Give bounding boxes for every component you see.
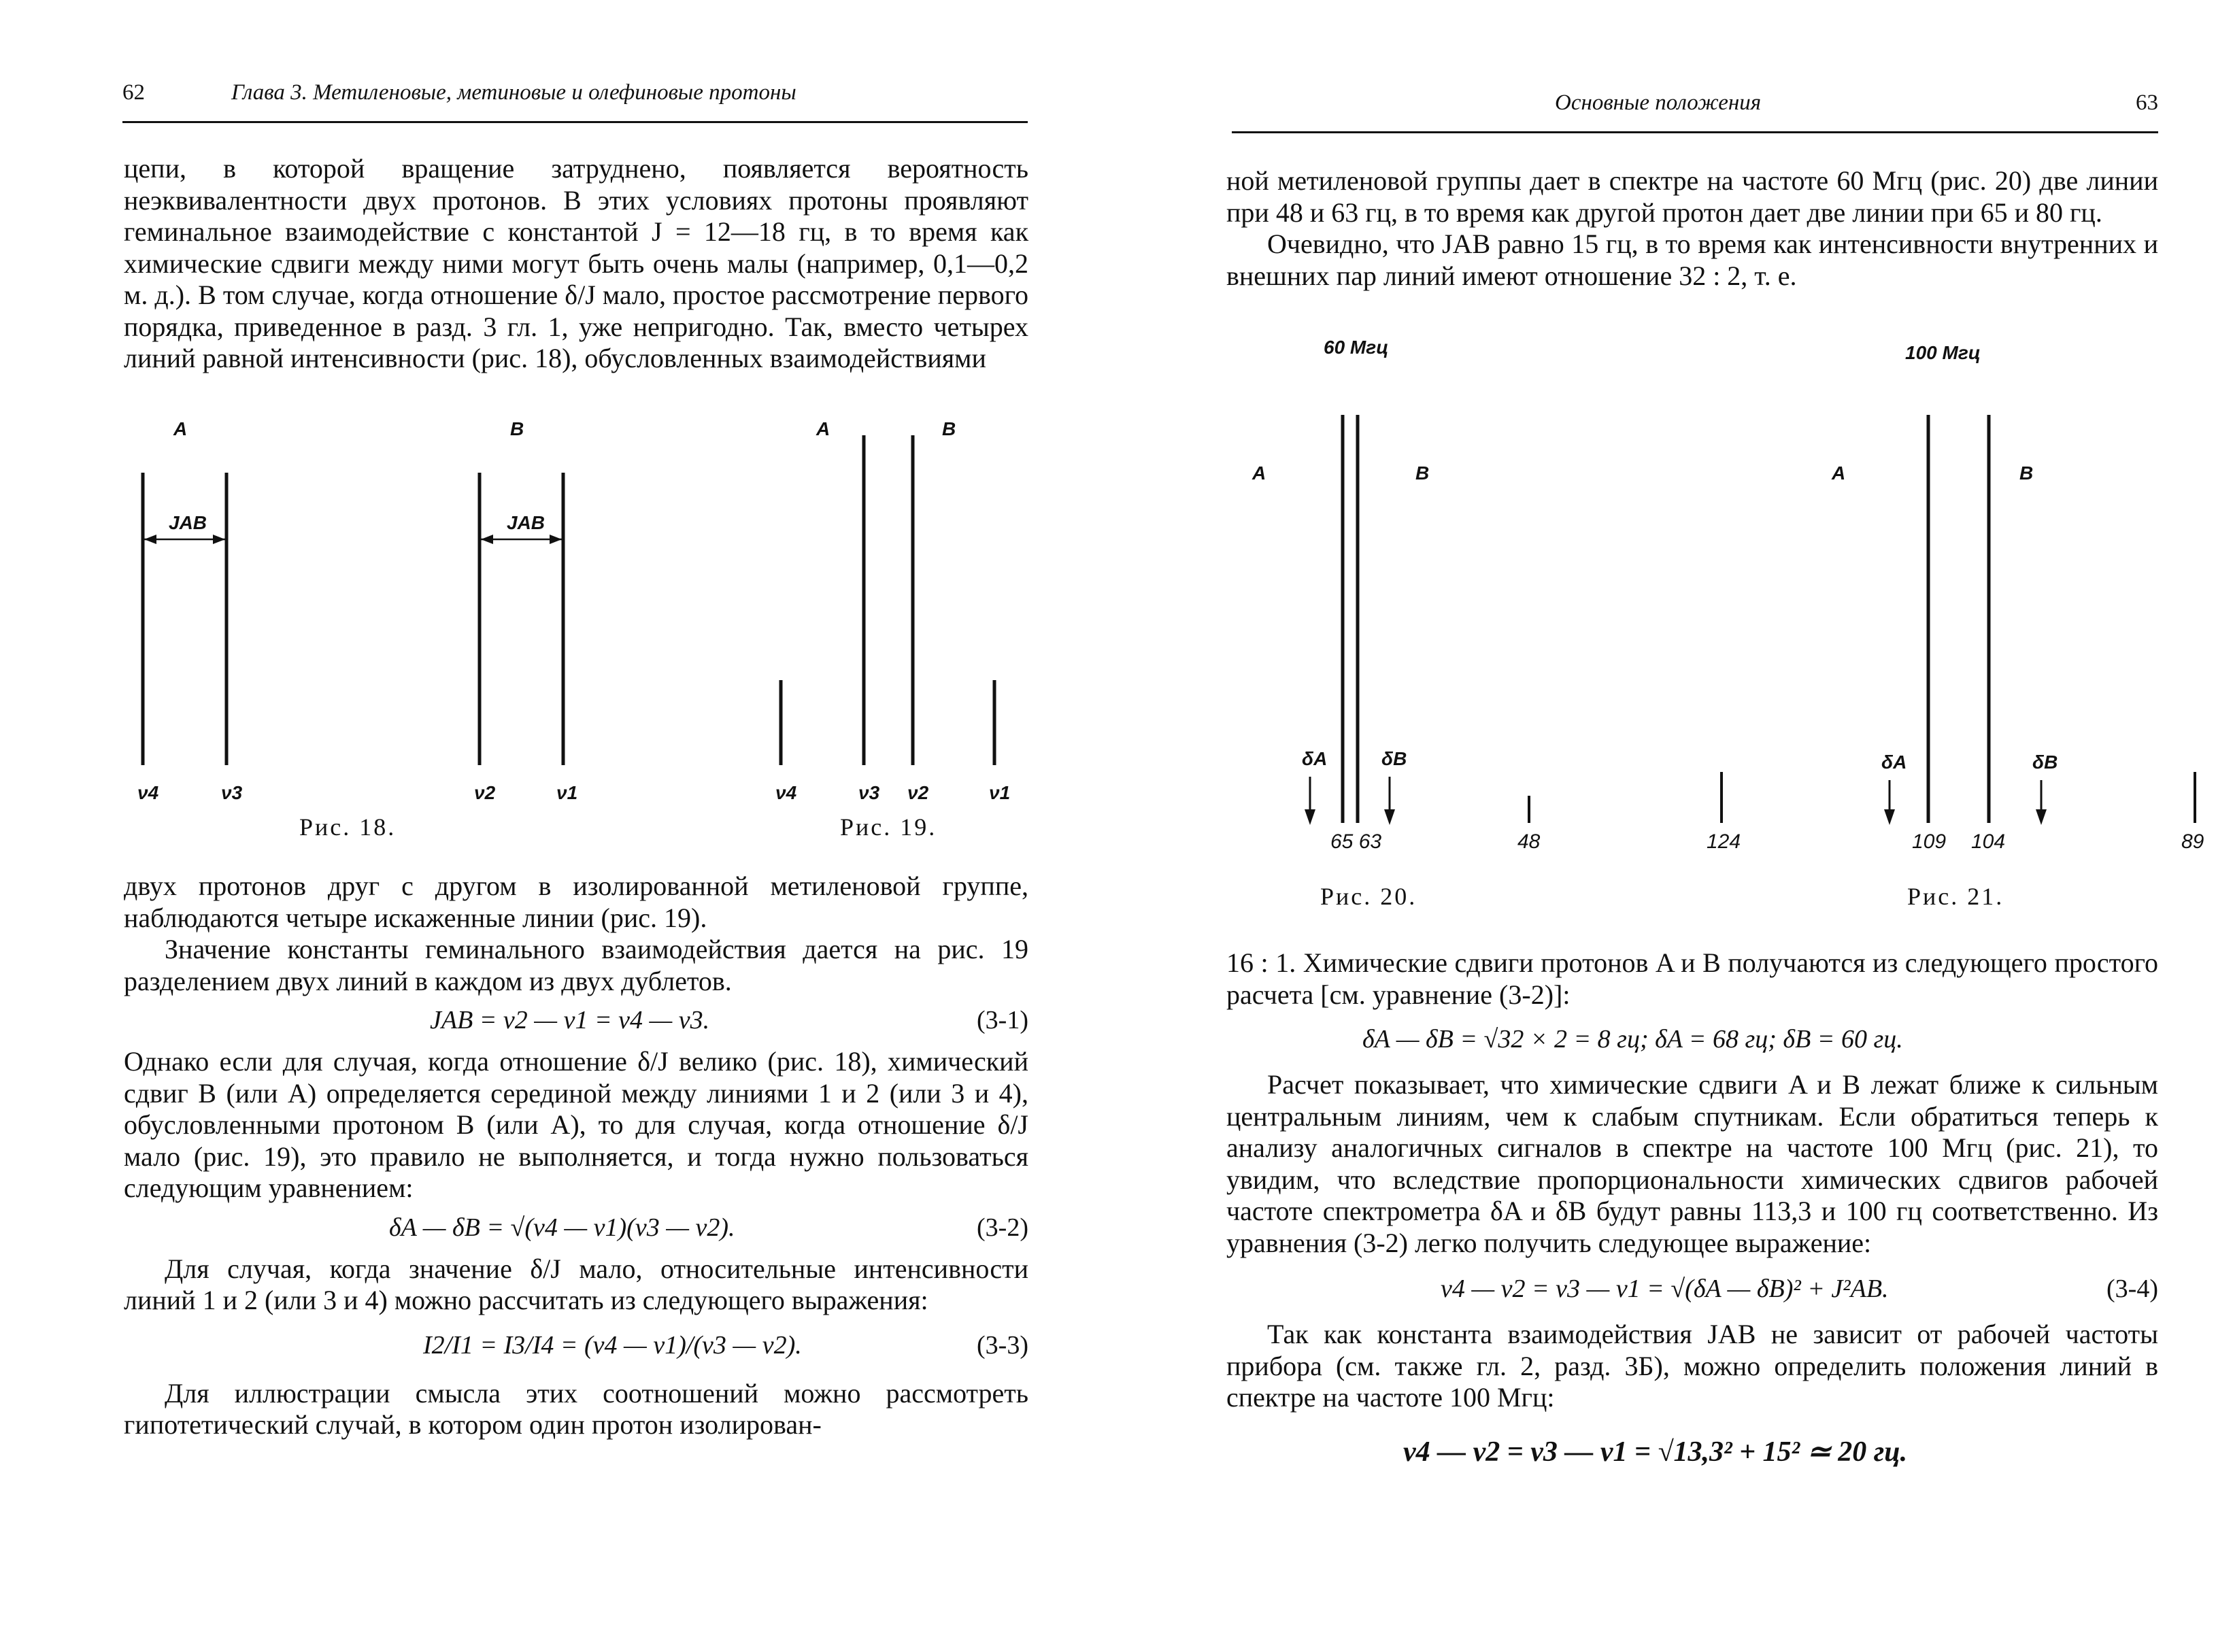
paragraph: Очевидно, что JAB равно 15 гц, в то время как интенсивности внутренних и внешних пар линий имеют отношение 32 : 2, т. е.: [1226, 229, 2158, 291]
right-page-number: 63: [2136, 90, 2158, 115]
fig18-coupling-label-left: JAB: [169, 512, 207, 533]
fig18-arrowhead: [144, 535, 156, 544]
paragraph: Значение константы геминального взаимодействия дается на рис. 19 разделением двух линий в каждом из двух дублетов.: [124, 934, 1028, 996]
equation-text: ν4 — ν2 = ν3 — ν1 = √(δA — δB)² + J²AB.: [1441, 1275, 1889, 1303]
fig18-arrowhead: [481, 535, 493, 544]
equation-text: ν4 — ν2 = ν3 — ν1 = √13,3² + 15² ≃ 20 гц.: [1403, 1436, 1908, 1468]
paragraph: Расчет показывает, что химические сдвиги A и B лежат ближе к сильным центральным линиям, чем к слабым спутникам. Если обратиться теперь к анализу аналогичных сигналов в спектре на частоте 100 Мгц (рис. 21), то увидим, что вследствие пропорциональности химических сдвигов рабочей частоте спектрометра δA и δB будут равны 113,3 и 100 гц соответственно. Из уравнения (3-2) легко получить следующее выражение:: [1226, 1069, 2158, 1258]
fig18-label-v3: ν3: [221, 782, 243, 803]
paragraph: 16 : 1. Химические сдвиги протонов A и B получаются из следующего простого расчета [см. уравнение (3-2)]:: [1226, 947, 2158, 1010]
figures-20-21: [1218, 333, 2211, 877]
fig19-label-v3: ν3: [858, 782, 880, 803]
right-text-top: [1226, 165, 2158, 292]
left-text-bottom: [124, 871, 1028, 1441]
left-running-head: [122, 80, 1028, 128]
fig18-arrowhead: [550, 535, 562, 544]
fig21-arrowhead: [2036, 809, 2047, 825]
fig21-arrowhead: [1884, 809, 1895, 825]
right-running-head: [1232, 90, 2158, 138]
fig21-tick-89: 89: [2181, 830, 2204, 853]
equation-final: [1226, 1414, 2158, 1479]
paragraph: Для случая, когда значение δ/J мало, относительные интенсивности линий 1 и 2 (или 3 и 4) можно рассчитать из следующего выражения:: [124, 1253, 1028, 1315]
equation-text: δA — δB = √32 × 2 = 8 гц; δA = 68 гц; δB = 60 гц.: [1362, 1025, 1903, 1053]
fig21-tick-104: 104: [1971, 830, 2006, 853]
left-header-rule: [122, 121, 1028, 123]
fig18-label-v1: ν1: [556, 782, 578, 803]
figure-18: [122, 408, 599, 843]
fig18-caption: Рис. 18.: [299, 813, 397, 841]
fig19-label-v1: ν1: [989, 782, 1011, 803]
equation-text: I2/I1 = I3/I4 = (ν4 — ν1)/(ν3 — ν2).: [423, 1330, 802, 1360]
right-header-rule: [1232, 131, 2158, 133]
left-page: [0, 0, 1116, 1652]
fig20-arrowhead: [1384, 809, 1395, 825]
fig20-tick-65-63: 65 63: [1330, 830, 1382, 853]
equation-3-4: [1226, 1259, 2158, 1319]
equation-3-3: [124, 1317, 1028, 1378]
equation-number: (3-3): [977, 1330, 1028, 1360]
paragraph: Для иллюстрации смысла этих соотношений можно рассмотреть гипотетический случай, в котором один протон изолирован-: [124, 1377, 1028, 1440]
figure-19: [748, 408, 1020, 843]
equation-number: (3-1): [977, 1006, 1028, 1034]
fig19-label-a: A: [816, 418, 830, 439]
fig18-arrowhead: [213, 535, 225, 544]
fig20-label-a: A: [1252, 462, 1266, 484]
left-text-top: [124, 153, 1028, 375]
fig19-label-v4: ν4: [775, 782, 797, 803]
fig21-frequency: 100 Мгц: [1905, 342, 1981, 363]
right-text-bottom: [1226, 947, 2158, 1479]
equation-text: JAB = ν2 — ν1 = ν4 — ν3.: [430, 1006, 710, 1034]
fig21-tick-109: 109: [1912, 830, 1947, 853]
fig20-caption: Рис. 20.: [1320, 883, 1417, 910]
fig20-tick-48: 48: [1517, 830, 1541, 853]
equation-text: δA — δB = √(ν4 — ν1)(ν3 — ν2).: [389, 1213, 735, 1242]
paragraph: Так как константа взаимодействия JAB не зависит от рабочей частоты прибора (см. также гл. 2, разд. 3Б), можно определить положения линий в спектре на частоте 100 Мгц:: [1226, 1319, 2158, 1413]
equation-number: (3-2): [977, 1213, 1028, 1242]
fig18-coupling-label-right: JAB: [507, 512, 545, 533]
fig18-label-v4: ν4: [137, 782, 159, 803]
paragraph: Однако если для случая, когда отношение δ/J велико (рис. 18), химический сдвиг B (или A) определяется серединой между линиями 1 и 2 (или 3 и 4), обусловленными протоном B (или A), то для случая, когда отношение δ/J мало (рис. 19), это правило не выполняется, и тогда нужно пользоваться следующим уравнением:: [124, 1046, 1028, 1203]
fig20-delta-a: δA: [1302, 748, 1328, 769]
fig20-frequency: 60 Мгц: [1324, 337, 1389, 358]
fig20-label-b: B: [1415, 462, 1430, 484]
right-running-title: Основные положения: [1555, 90, 1762, 115]
fig21-label-a: A: [1832, 462, 1846, 484]
left-running-title: Глава 3. Метиленовые, метиновые и олефиновые протоны: [231, 80, 796, 105]
equation-3-2: [124, 1204, 1028, 1253]
fig18-label-v2: ν2: [474, 782, 496, 803]
fig21-delta-a: δA: [1881, 752, 1907, 773]
equation-calc: [1226, 1011, 2158, 1069]
fig20-delta-b: δB: [1381, 748, 1407, 769]
fig21-tick-124: 124: [1707, 830, 1741, 853]
fig21-delta-b: δB: [2032, 752, 2058, 773]
fig21-caption: Рис. 21.: [1907, 883, 2004, 910]
fig19-caption: Рис. 19.: [840, 813, 937, 841]
equation-number: (3-4): [2106, 1275, 2158, 1303]
fig19-label-b: B: [942, 418, 956, 439]
paragraph: цепи, в которой вращение затруднено, появляется вероятность неэквивалентности двух протонов. В этих условиях протоны проявляют геминальное взаимодействие с константой J = 12—18 гц, в то время как химические сдвиги между ними могут быть очень малы (например, 0,1—0,2 м. д.). В том случае, когда отношение δ/J мало, простое рассмотрение первого порядка, приведенное в разд. 3 гл. 1, уже непригодно. Так, вместо четырех линий равной интенсивности (рис. 18), обусловленных взаимодействиями: [124, 153, 1028, 373]
equation-3-1: [124, 997, 1028, 1046]
left-page-number: 62: [122, 80, 145, 105]
fig18-label-a: A: [173, 418, 188, 439]
fig20-arrowhead: [1305, 809, 1315, 825]
right-page: [1116, 0, 2233, 1652]
paragraph: двух протонов друг с другом в изолированной метиленовой группе, наблюдаются четыре искаженные линии (рис. 19).: [124, 871, 1028, 933]
paragraph: ной метиленовой группы дает в спектре на частоте 60 Мгц (рис. 20) две линии при 48 и 63 гц, в то время как другой протон дает две линии при 65 и 80 гц.: [1226, 165, 2158, 228]
fig19-label-v2: ν2: [907, 782, 929, 803]
fig21-label-b: B: [2019, 462, 2034, 484]
fig18-label-b: B: [510, 418, 524, 439]
